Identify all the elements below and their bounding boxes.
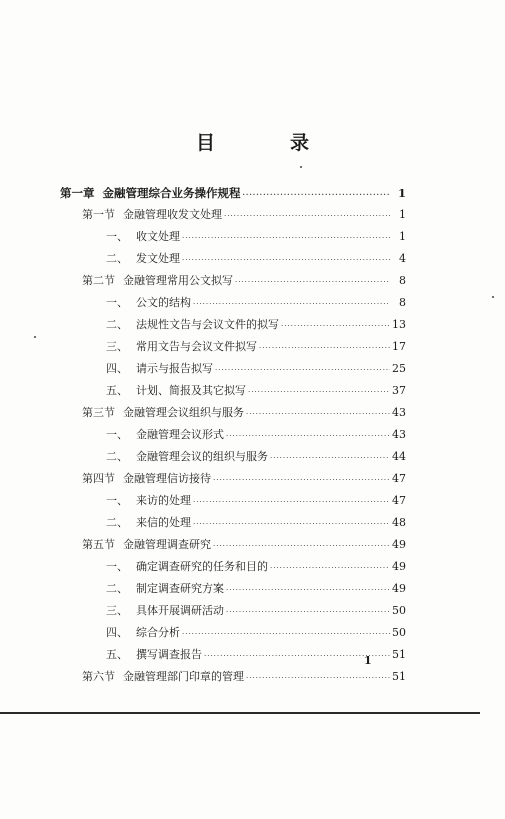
toc-entry-number: 三、 xyxy=(106,604,128,617)
toc-page-number: 49 xyxy=(392,582,406,595)
toc-page-number: 17 xyxy=(392,340,406,353)
toc-subsection-entry xyxy=(60,338,406,356)
toc-section-entry xyxy=(60,536,406,554)
toc-entry-title: 金融管理收发文处理 xyxy=(123,208,222,221)
dot-leader xyxy=(215,361,390,379)
toc-entry-title: 法规性文告与会议文件的拟写 xyxy=(136,318,279,331)
toc-entry-number: 五、 xyxy=(106,648,128,661)
toc-page-number: 48 xyxy=(392,516,406,529)
toc-subsection-entry xyxy=(60,514,406,532)
toc-section-entry xyxy=(60,272,406,290)
scan-speck xyxy=(300,166,302,168)
toc-entry-number: 第四节 xyxy=(82,472,115,485)
toc-entry-title: 发文处理 xyxy=(136,252,180,265)
toc-entry-title: 金融管理会议的组织与服务 xyxy=(136,450,268,463)
dot-leader xyxy=(248,383,390,401)
scan-speck xyxy=(492,296,494,298)
toc-entry-title: 请示与报告拟写 xyxy=(136,362,213,375)
dot-leader xyxy=(246,405,390,423)
dot-leader xyxy=(226,603,390,621)
toc-page-number: 50 xyxy=(392,626,406,639)
toc-subsection-entry xyxy=(60,448,406,466)
toc-entry-title: 金融管理会议形式 xyxy=(136,428,224,441)
toc-entry-number: 四、 xyxy=(106,362,128,375)
dot-leader xyxy=(281,317,390,335)
toc-entry-number: 四、 xyxy=(106,626,128,639)
dot-leader xyxy=(224,207,390,225)
toc-entry-number: 第六节 xyxy=(82,670,115,683)
toc-page-number: 43 xyxy=(392,406,406,419)
toc-subsection-entry xyxy=(60,228,406,246)
toc-entry-title: 来信的处理 xyxy=(136,516,191,529)
dot-leader xyxy=(193,295,390,313)
toc-entry-number: 三、 xyxy=(106,340,128,353)
dot-leader xyxy=(259,339,390,357)
toc-entry-title: 常用文告与会议文件拟写 xyxy=(136,340,257,353)
toc-entry-number: 二、 xyxy=(106,582,128,595)
dot-leader xyxy=(235,273,390,291)
toc-entry-number: 一、 xyxy=(106,428,128,441)
toc-entry-title: 具体开展调研活动 xyxy=(136,604,224,617)
toc-subsection-entry xyxy=(60,316,406,334)
toc-subsection-entry xyxy=(60,294,406,312)
toc-entry-title: 金融管理部门印章的管理 xyxy=(123,670,244,683)
toc-subsection-entry xyxy=(60,558,406,576)
toc-entry-number: 第三节 xyxy=(82,406,115,419)
scan-speck xyxy=(34,336,36,338)
toc-entry-title: 金融管理信访接待 xyxy=(123,472,211,485)
toc-entry-title: 计划、简报及其它拟写 xyxy=(136,384,246,397)
toc-page-number: 51 xyxy=(392,670,406,683)
toc-chapter-entry xyxy=(60,184,406,202)
page-folio: 1 xyxy=(364,654,372,667)
toc-entry-number: 二、 xyxy=(106,318,128,331)
toc-page-number: 1 xyxy=(399,230,406,243)
toc-entry-number: 二、 xyxy=(106,450,128,463)
toc-page-number: 4 xyxy=(399,252,406,265)
toc-entry-title: 制定调查研究方案 xyxy=(136,582,224,595)
toc-entry-title: 确定调查研究的任务和目的 xyxy=(136,560,268,573)
toc-entry-number: 二、 xyxy=(106,516,128,529)
dot-leader xyxy=(226,581,390,599)
toc-entry-number: 一、 xyxy=(106,230,128,243)
toc-entry-title: 综合分析 xyxy=(136,626,180,639)
dot-leader xyxy=(182,625,390,643)
dot-leader xyxy=(270,449,390,467)
toc-page-number: 47 xyxy=(392,472,406,485)
toc-page-number: 50 xyxy=(392,604,406,617)
toc-subsection-entry xyxy=(60,602,406,620)
toc-entry-title: 来访的处理 xyxy=(136,494,191,507)
toc-entry-title: 金融管理调查研究 xyxy=(123,538,211,551)
toc-entry-title: 收文处理 xyxy=(136,230,180,243)
toc-subsection-entry xyxy=(60,624,406,642)
toc-entry-number: 一、 xyxy=(106,296,128,309)
toc-entry-number: 第五节 xyxy=(82,538,115,551)
toc-entry-number: 一、 xyxy=(106,494,128,507)
toc-section-entry xyxy=(60,668,406,686)
dot-leader xyxy=(270,559,390,577)
toc-entry-number: 五、 xyxy=(106,384,128,397)
dot-leader xyxy=(182,251,390,269)
toc-page-number: 49 xyxy=(392,560,406,573)
toc-page-number: 1 xyxy=(399,208,406,221)
toc-subsection-entry xyxy=(60,382,406,400)
toc-section-entry xyxy=(60,470,406,488)
toc-entry-title: 公文的结构 xyxy=(136,296,191,309)
dot-leader xyxy=(213,471,390,489)
dot-leader xyxy=(193,493,390,511)
dot-leader xyxy=(243,186,391,204)
toc-subsection-entry xyxy=(60,426,406,444)
toc-page-number: 49 xyxy=(392,538,406,551)
toc-page-number: 37 xyxy=(392,384,406,397)
toc-section-entry xyxy=(60,404,406,422)
dot-leader xyxy=(182,229,390,247)
toc-page-number: 8 xyxy=(399,296,406,309)
toc-entry-title: 金融管理常用公文拟写 xyxy=(123,274,233,287)
dot-leader xyxy=(213,537,390,555)
page-title: 目 录 xyxy=(195,132,337,154)
toc-page-number: 25 xyxy=(392,362,406,375)
toc-subsection-entry xyxy=(60,250,406,268)
toc-page-number: 43 xyxy=(392,428,406,441)
toc-subsection-entry xyxy=(60,646,406,664)
bottom-rule xyxy=(0,712,480,714)
toc-entry-title: 金融管理会议组织与服务 xyxy=(123,406,244,419)
toc-section-entry xyxy=(60,206,406,224)
dot-leader xyxy=(246,669,390,687)
toc-subsection-entry xyxy=(60,580,406,598)
toc-page-number: 47 xyxy=(392,494,406,507)
toc-subsection-entry xyxy=(60,492,406,510)
dot-leader xyxy=(226,427,390,445)
toc-entry-number: 第一节 xyxy=(82,208,115,221)
toc-page-number: 13 xyxy=(392,318,406,331)
toc-entry-number: 二、 xyxy=(106,252,128,265)
toc-page-number: 8 xyxy=(399,274,406,287)
toc-entry-number: 一、 xyxy=(106,560,128,573)
toc-page-number: 44 xyxy=(392,450,406,463)
toc-subsection-entry xyxy=(60,360,406,378)
toc-page-number: 51 xyxy=(392,648,406,661)
toc-page-number: 1 xyxy=(397,186,406,200)
dot-leader xyxy=(193,515,390,533)
toc-entry-number: 第一章 xyxy=(60,186,95,200)
toc-entry-title: 撰写调查报告 xyxy=(136,648,202,661)
toc-entry-number: 第二节 xyxy=(82,274,115,287)
dot-leader xyxy=(204,647,390,665)
toc-entry-title: 金融管理综合业务操作规程 xyxy=(102,186,241,200)
